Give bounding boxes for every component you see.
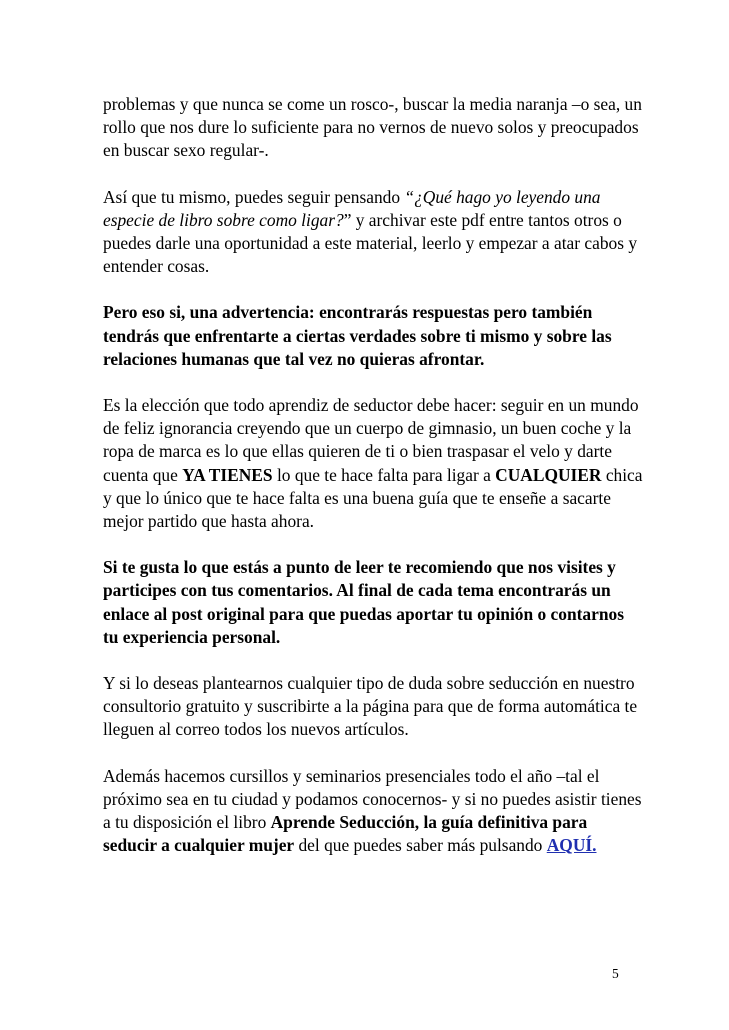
book-title: Aprende Seducción, la guía definitiva para seducir a cualquier mujer (103, 812, 588, 856)
paragraph-4-text-c: lo que te hace falta para ligar a (272, 464, 496, 485)
paragraph-2-text-a: Así que tu mismo, puedes seguir pensando (103, 186, 405, 207)
paragraph-5-text: Si te gusta lo que estás a punto de leer te recomiendo que nos visites y participes con tus comentarios. Al final de cada tema encontrarás un enlace al post original para que puedas aportar tu opinión o contarnos tu experiencia personal. (103, 557, 624, 647)
paragraph-3-text: Pero eso si, una advertencia: encontrarás respuestas pero también tendrás que enfrentarte a ciertas verdades sobre ti mismo y sobre las relaciones humanas que tal vez no quieras afrontar. (103, 302, 612, 369)
paragraph-4-text-e: chica y que lo único que te hace falta es una buena guía que te enseñe a sacarte mejor partido que hasta ahora. (103, 464, 643, 532)
paragraph-6-text: Y si lo deseas plantearnos cualquier tipo de duda sobre seducción en nuestro consultorio gratuito y suscribirte a la página para que de forma automática te lleguen al correo todos los nuevos artículos. (103, 673, 638, 740)
page-number: 5 (612, 966, 619, 981)
paragraph-4-text-a: Es la elección que todo aprendiz de seductor debe hacer: seguir en un mundo de feliz ignorancia creyendo que un cuerpo de gimnasio, un buen coche y la ropa de marca es lo que ellas quieren de ti o bien traspasar el velo y darte cuenta que (103, 395, 639, 485)
document-body (103, 93, 643, 880)
paragraph-4-emphasis-ya-tienes: YA TIENES (182, 464, 273, 485)
paragraph-5-invitation (103, 556, 643, 649)
paragraph-4-emphasis-cualquier: CUALQUIER (495, 464, 602, 485)
paragraph-6 (103, 672, 643, 742)
paragraph-1 (103, 93, 643, 163)
aqui-link[interactable]: AQUÍ. (546, 835, 597, 856)
paragraph-2-text-c: ” y archivar este pdf entre tantos otros o puedes darle una oportunidad a este material, leerlo y empezar a atar cabos y entender cosas. (103, 209, 638, 277)
paragraph-7 (103, 765, 643, 858)
paragraph-7-text-a: Además hacemos cursillos y seminarios presenciales todo el año –tal el próximo sea en tu ciudad y podamos conocernos- y si no puedes asistir tienes a tu disposición el libro (103, 765, 642, 833)
paragraph-2 (103, 186, 643, 279)
paragraph-2-quote: “¿Qué hago yo leyendo una especie de libro sobre como ligar? (103, 186, 601, 230)
paragraph-4 (103, 394, 643, 533)
paragraph-1-text: problemas y que nunca se come un rosco-, buscar la media naranja –o sea, un rollo que nos dure lo suficiente para no vernos de nuevo solos y preocupados en buscar sexo regular-. (103, 94, 642, 161)
paragraph-3-warning (103, 301, 643, 371)
paragraph-7-text-c: del que puedes saber más pulsando (294, 835, 547, 856)
